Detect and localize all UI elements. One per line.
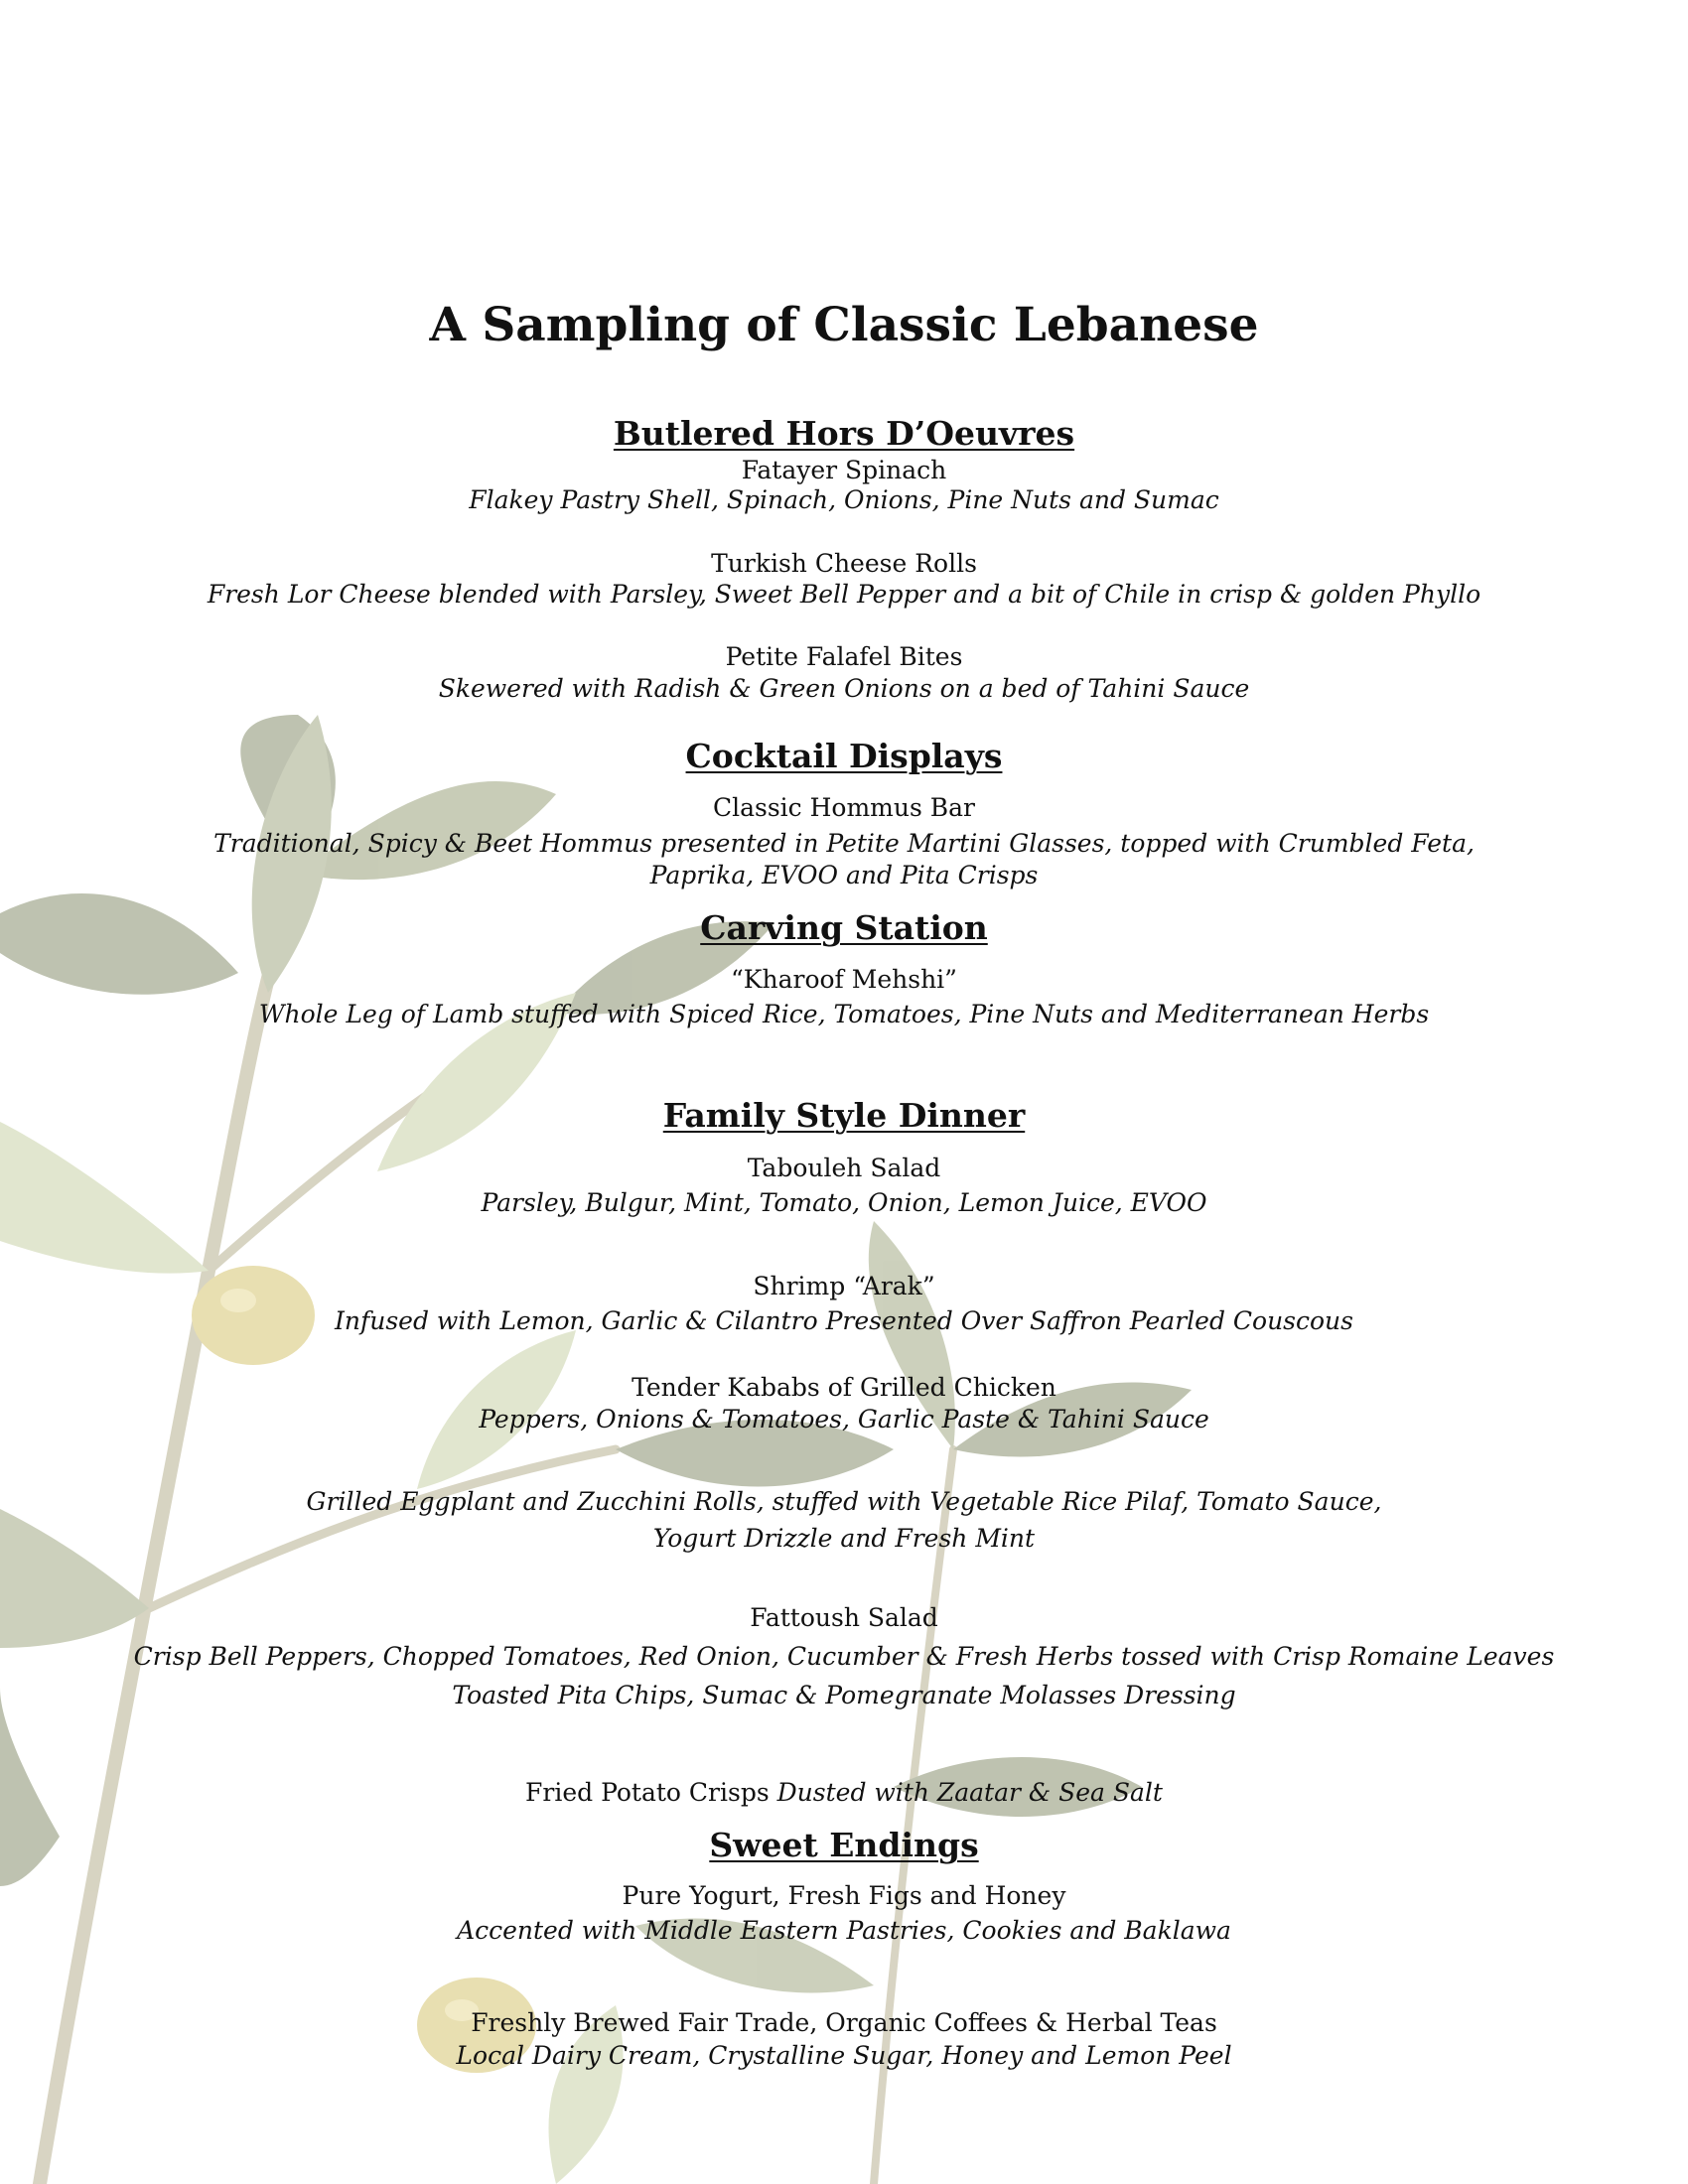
menu-item-name: Petite Falafel Bites	[725, 642, 963, 671]
page-title: A Sampling of Classic Lebanese	[429, 298, 1259, 352]
menu-item-description: Crisp Bell Peppers, Chopped Tomatoes, Red Onion, Cucumber & Fresh Herbs tossed with Crisp Romaine Leaves	[133, 1642, 1555, 1671]
menu-item-description: Whole Leg of Lamb stuffed with Spiced Rice, Tomatoes, Pine Nuts and Mediterranean Herbs	[258, 1000, 1430, 1028]
menu-item-description: Yogurt Drizzle and Fresh Mint	[652, 1524, 1036, 1553]
section-heading-sweet-endings: Sweet Endings	[709, 1826, 979, 1864]
menu-item-description: Grilled Eggplant and Zucchini Rolls, stuffed with Vegetable Rice Pilaf, Tomato Sauce,	[306, 1487, 1382, 1516]
menu-item-description: Fresh Lor Cheese blended with Parsley, Sweet Bell Pepper and a bit of Chile in crisp & golden Phyllo	[207, 580, 1481, 609]
menu-item-name: Pure Yogurt, Fresh Figs and Honey	[622, 1881, 1066, 1910]
menu-item-name: Fatayer Spinach	[741, 456, 947, 484]
menu-item-description: Flakey Pastry Shell, Spinach, Onions, Pine Nuts and Sumac	[469, 485, 1219, 514]
section-heading-cocktail-displays: Cocktail Displays	[685, 737, 1003, 775]
menu-item-description: Local Dairy Cream, Crystalline Sugar, Honey and Lemon Peel	[456, 2041, 1232, 2070]
menu-item-description: Peppers, Onions & Tomatoes, Garlic Paste & Tahini Sauce	[479, 1405, 1209, 1433]
menu-item-description: Parsley, Bulgur, Mint, Tomato, Onion, Lemon Juice, EVOO	[481, 1188, 1207, 1217]
menu-item-name: Fattoush Salad	[750, 1603, 938, 1632]
menu-item-name: Freshly Brewed Fair Trade, Organic Coffees & Herbal Teas	[471, 2008, 1217, 2037]
menu-item-description: Skewered with Radish & Green Onions on a bed of Tahini Sauce	[438, 674, 1250, 703]
menu-item-name: Turkish Cheese Rolls	[711, 549, 977, 578]
section-heading-butlered-hors-doeuvres: Butlered Hors D’Oeuvres	[613, 414, 1075, 453]
menu-item-name: “Kharoof Mehshi”	[731, 965, 957, 994]
section-heading-family-style-dinner: Family Style Dinner	[662, 1096, 1026, 1135]
menu-item-description: Traditional, Spicy & Beet Hommus presented in Petite Martini Glasses, topped with Crumbled Feta,	[213, 829, 1475, 858]
menu-item-name: Tender Kababs of Grilled Chicken	[632, 1373, 1056, 1402]
menu-item-name: Classic Hommus Bar	[712, 793, 975, 822]
menu-item-combined	[0, 1777, 1688, 1809]
menu-item-description: Paprika, EVOO and Pita Crisps	[649, 861, 1039, 889]
menu-item-description: Toasted Pita Chips, Sumac & Pomegranate Molasses Dressing	[452, 1681, 1236, 1709]
menu-item-name: Fried Potato Crisps	[525, 1778, 770, 1807]
section-heading-carving-station: Carving Station	[700, 908, 988, 947]
menu-item-description: Accented with Middle Eastern Pastries, Cookies and Baklawa	[457, 1916, 1231, 1945]
menu-item-description: Dusted with Zaatar & Sea Salt	[776, 1778, 1163, 1807]
menu-item-name: Shrimp “Arak”	[753, 1272, 935, 1300]
menu-item-description: Infused with Lemon, Garlic & Cilantro Presented Over Saffron Pearled Couscous	[334, 1306, 1353, 1335]
menu-item-name: Tabouleh Salad	[747, 1154, 941, 1182]
